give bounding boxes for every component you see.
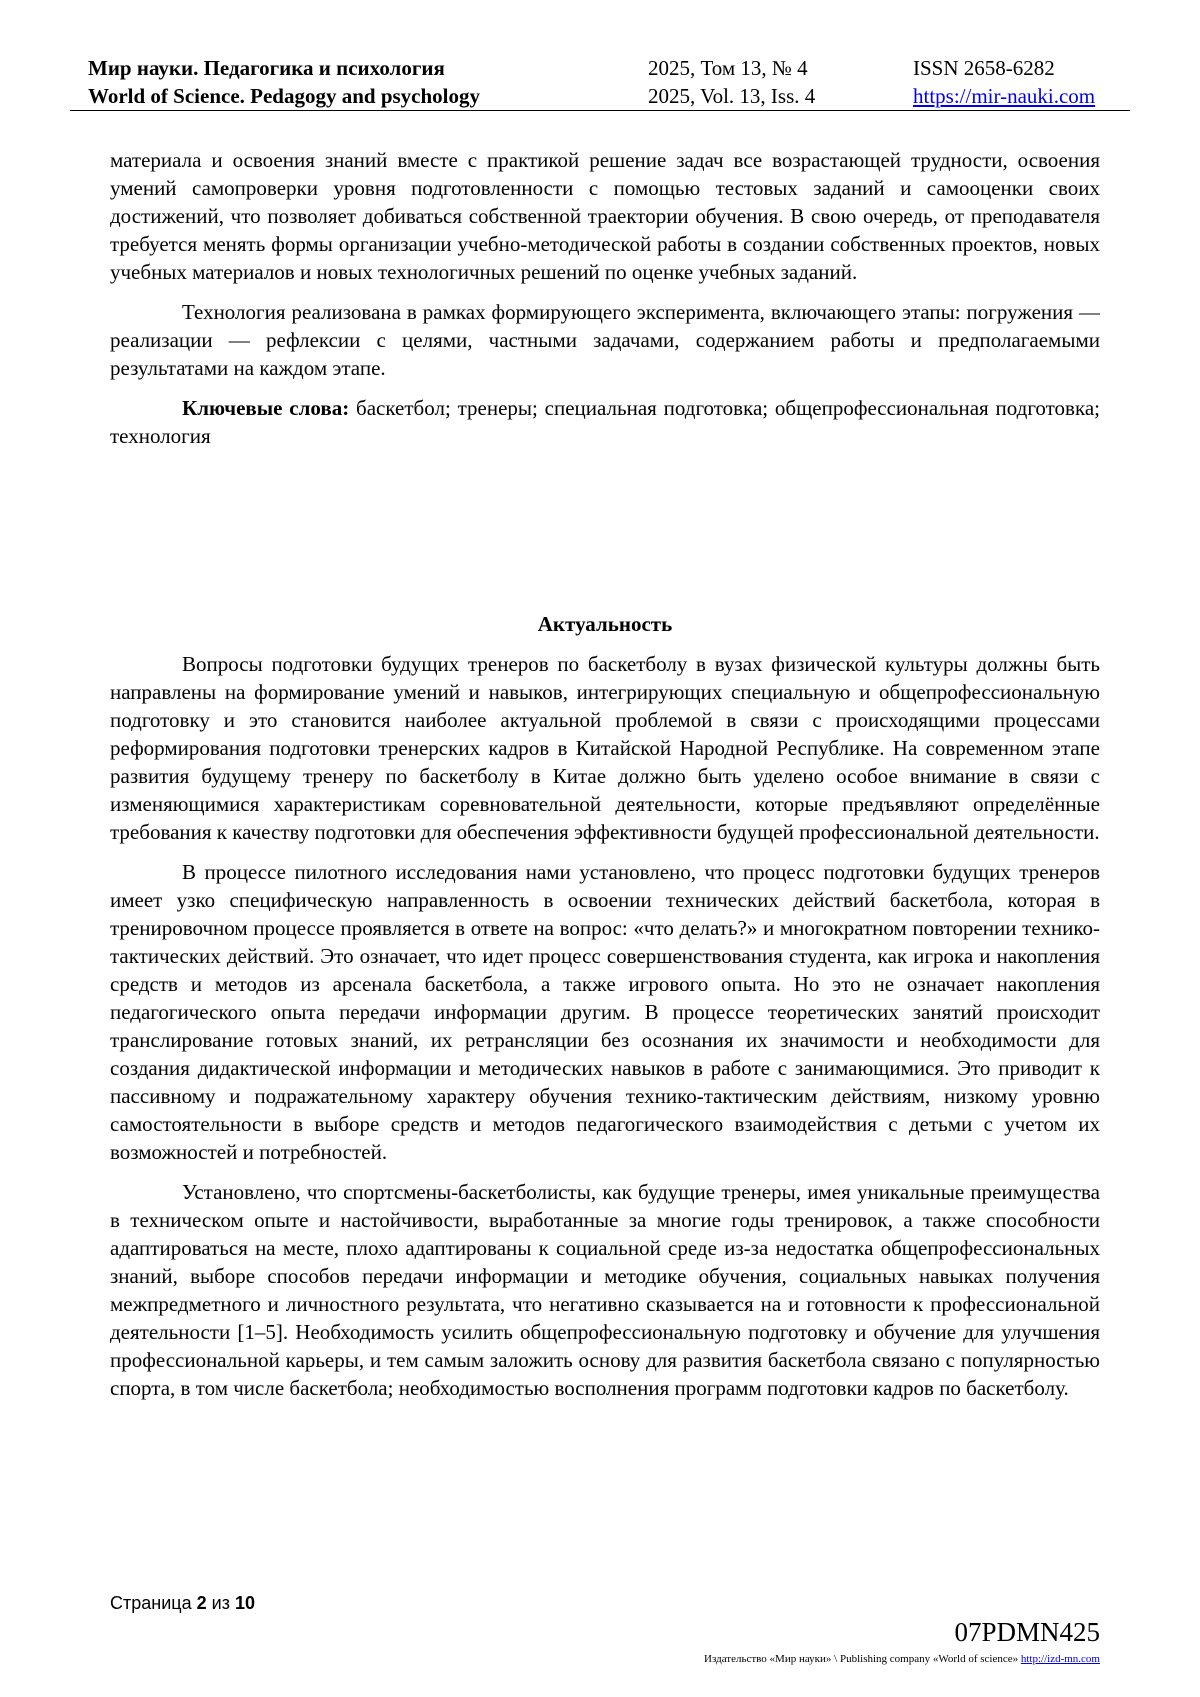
paragraph-relevance-1: Вопросы подготовки будущих тренеров по баскетболу в вузах физической культуры должны быть направлены на формирование умений и навыков, интегрирующих специальную и общепрофессиональную подготовку и это становится наиболее актуальной проблемой в связи с происходящими процессами реформирования подготовки тренерских кадров в Китайской Народной Республике. На современном этапе развития будущему тренеру по баскетболу в Китае должно быть уделено особое внимание в связи с изменяющимися характеристикам соревновательной деятельности, которые предъявляют определённые требования к качеству подготовки для обеспечения эффективности будущей профессиональной деятельности. xyxy=(110,652,1100,844)
current-page: 2 xyxy=(196,1593,207,1613)
publisher-url-link[interactable]: http://izd-mn.com xyxy=(1020,1653,1100,1665)
issue-info-en: 2025, Vol. 13, Iss. 4 xyxy=(648,84,816,108)
keywords-paragraph xyxy=(110,394,1100,450)
issn-block xyxy=(913,54,1095,110)
publisher-line xyxy=(704,1653,1100,1665)
paragraph-relevance-3: Установлено, что спортсмены-баскетболисты, как будущие тренеры, имея уникальные преимущества в техническом опыте и настойчивости, выработанные за многие годы тренировок, а также способности адаптироваться на месте, плохо адаптированы к социальной среде из-за недостатка общепрофессиональных знаний, выборе способов передачи информации и методике обучения, социальных навыках получения межпредметного и личностного результата, что негативно сказывается на и готовности к профессиональной деятельности [1–5]. Необходимость усилить общепрофессиональную подготовку и обучение для улучшения профессиональной карьеры, и тем самым заложить основу для развития баскетбола связано с популярностью спорта, в том числе баскетбола; необходимостью восполнения программ подготовки кадров по баскетболу. xyxy=(110,1180,1100,1400)
paragraph-relevance-2: В процессе пилотного исследования нами установлено, что процесс подготовки будущих тренеров имеет узко специфическую направленность в освоении технических действий баскетбола, которая в тренировочном процессе проявляется в ответе на вопрос: «что делать?» и многократном повторении технико-тактических действий. Это означает, что идет процесс совершенствования студента, как игрока и накопления средств и методов из арсенала баскетбола, а также игрового опыта. Но это не означает накопления педагогического опыта передачи информации другим. В процессе теоретических занятий происходит транслирование готовых знаний, их ретрансляции без осознания их значимости и необходимости для создания дидактической информации и методических навыков в работе с занимающимися. Это приводит к пассивному и подражательному характеру обучения технико-тактическим действиям, низкому уровню самостоятельности в выборе средств и методов педагогического взаимодействия с детьми с учетом их возможностей и потребностей. xyxy=(110,860,1100,1164)
abstract-technology: Технология реализована в рамках формирующего эксперимента, включающего этапы: погружения — реализации — рефлексии с целями, частными задачами, содержанием работы и предполагаемыми результатами на каждом этапе. xyxy=(110,300,1100,380)
journal-url-link[interactable]: https://mir-nauki.com xyxy=(913,84,1096,108)
issn: ISSN 2658-6282 xyxy=(913,56,1055,80)
running-header xyxy=(70,54,1130,111)
abstract-continuation: материала и освоения знаний вместе с практикой решение задач все возрастающей трудности, освоения умений самопроверки уровня подготовленности с помощью тестовых заданий и самооценки своих достижений, что позволяет добиваться собственной траектории обучения. В свою очередь, от преподавателя требуется менять формы организации учебно-методической работы в создании собственных проектов, новых учебных материалов и новых технологичных решений по оценке учебных заданий. xyxy=(110,148,1100,284)
keywords-list: баскетбол; тренеры; специальная подготовка; общепрофессиональная подготовка; технология xyxy=(110,396,1101,448)
publisher-text: Издательство «Мир науки» \ Publishing company «World of science» xyxy=(704,1653,1019,1665)
section-title: Актуальность xyxy=(537,612,673,636)
journal-title-en: World of Science. Pedagogy and psychology xyxy=(88,84,481,108)
article-body xyxy=(110,146,1100,1414)
journal-title-ru: Мир науки. Педагогика и психология xyxy=(88,56,445,80)
spacer xyxy=(110,462,1100,610)
issue-info-ru: 2025, Том 13, № 4 xyxy=(648,56,808,80)
issue-info xyxy=(648,54,815,110)
total-pages: 10 xyxy=(234,1593,255,1613)
journal-title xyxy=(88,54,480,110)
page-number: Страница 2 из 10 xyxy=(110,1593,255,1613)
keywords-label: Ключевые слова: xyxy=(182,396,350,420)
article-code: 07PDMN425 xyxy=(954,1617,1100,1647)
